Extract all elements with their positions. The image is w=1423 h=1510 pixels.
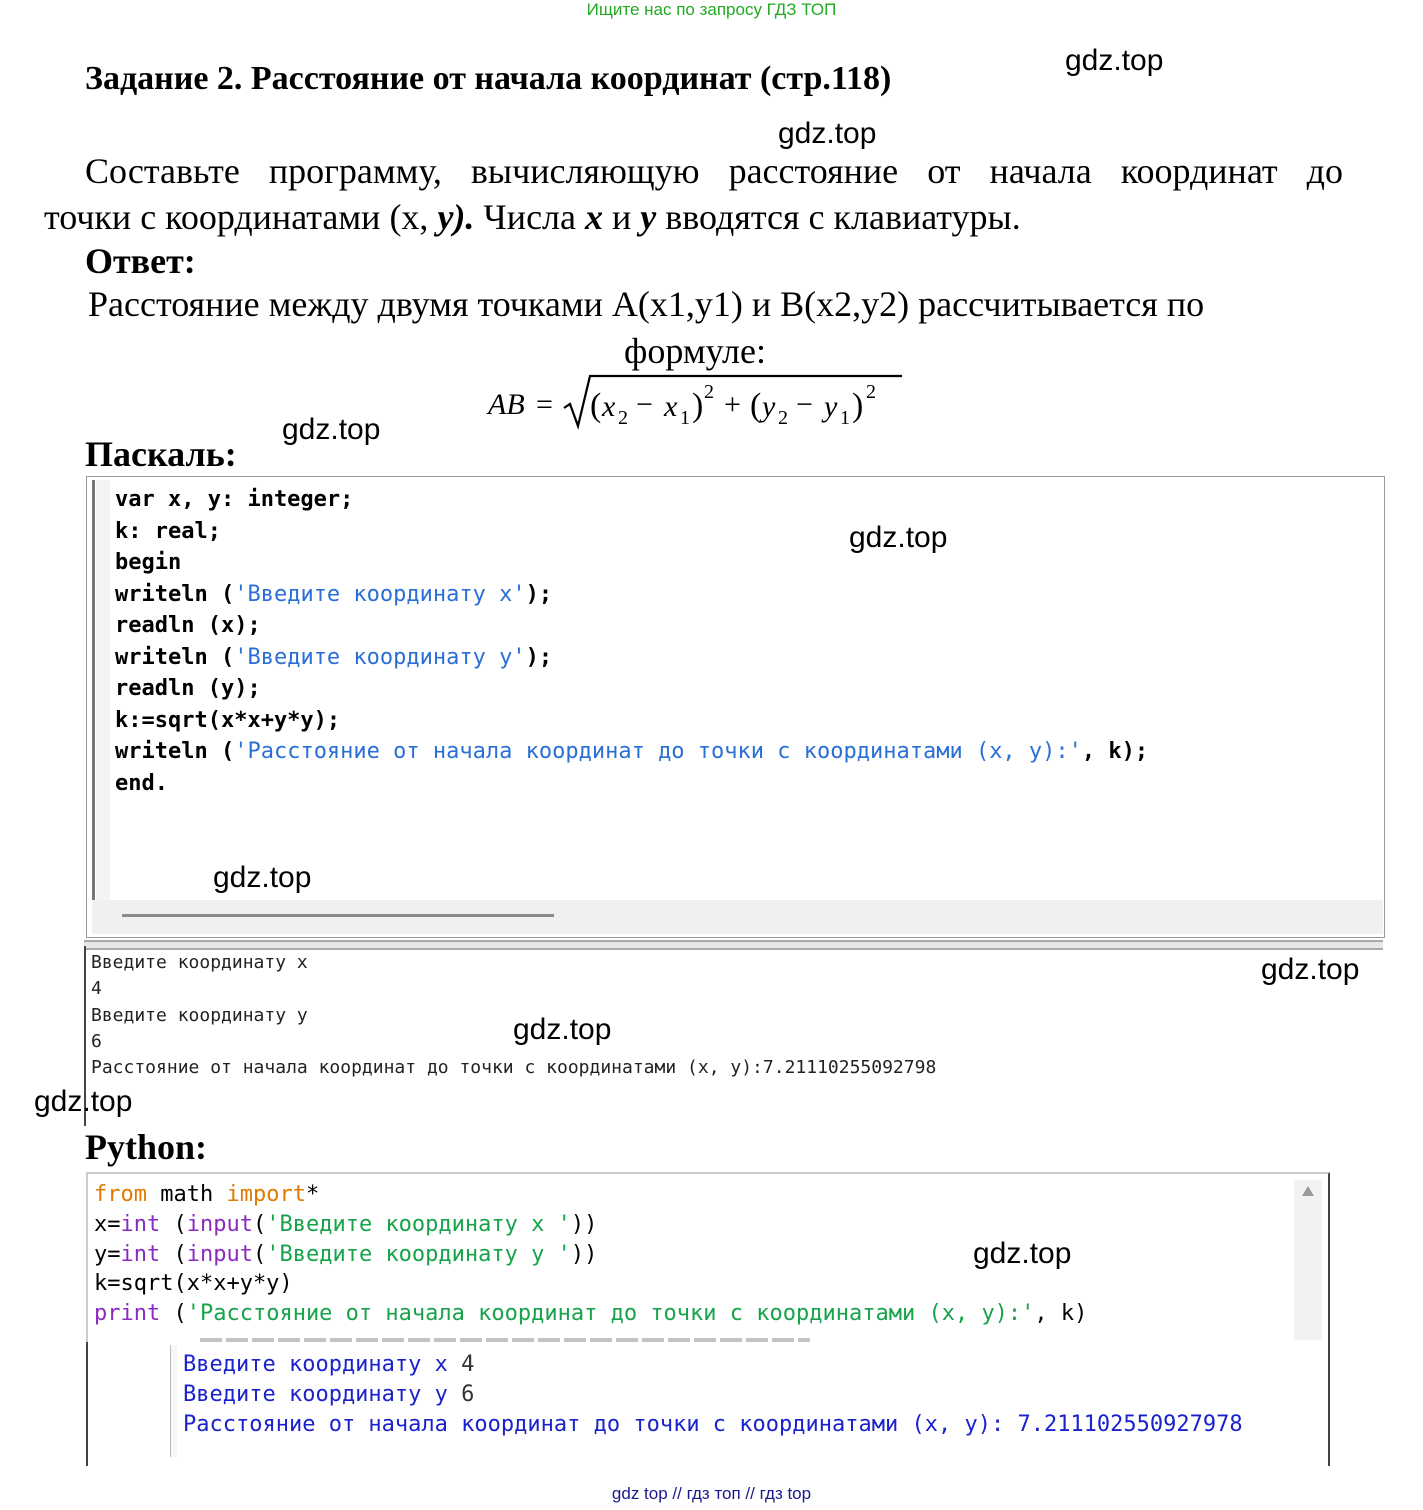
watermark: gdz.top: [973, 1237, 1072, 1270]
code-text: )): [570, 1211, 598, 1237]
pascal-horizontal-scrollbar[interactable]: [92, 900, 1383, 934]
output-text: Расстояние от начала координат до точки с координатами (x, y):: [183, 1412, 1018, 1437]
watermark: gdz.top: [1261, 953, 1360, 986]
svg-text:2: 2: [704, 381, 714, 403]
answer-text-line1: Расстояние между двумя точками A(x1,y1) и B(x2,y2) рассчитывается по: [88, 284, 1205, 324]
watermark: gdz.top: [213, 861, 312, 894]
output-line: Введите координату x: [91, 952, 308, 973]
watermark: gdz.top: [282, 413, 381, 446]
answer-text-line2: формуле:: [624, 331, 766, 371]
svg-text:x: x: [602, 390, 616, 423]
task-title: Задание 2. Расстояние от начала координат (стр.118): [85, 60, 892, 97]
svg-text:−: −: [796, 388, 813, 421]
task-text-line2: [44, 194, 1021, 240]
code-line: var x, y: integer;: [115, 487, 354, 512]
code-string: 'Введите координату y ': [266, 1241, 571, 1267]
text-var-x: x: [585, 197, 603, 237]
answer-label: Ответ:: [85, 241, 196, 281]
output-value: 7.211102550927978: [1017, 1412, 1243, 1437]
text-segment: и: [603, 197, 641, 237]
bottom-banner[interactable]: gdz top // гдз топ // гдз top: [611, 1484, 812, 1503]
code-string: 'Расстояние от начала координат до точки с координатами (x, y):': [234, 739, 1082, 764]
code-string: 'Введите координату x': [234, 581, 526, 607]
code-string: 'Расстояние от начала координат до точки с координатами (x, y):': [186, 1301, 1035, 1327]
svg-text:2: 2: [618, 407, 628, 429]
watermark: gdz.top: [513, 1013, 612, 1046]
text-segment: точки с координатами (x,: [44, 197, 438, 237]
svg-text:−: −: [636, 388, 653, 421]
code-keyword: from: [94, 1182, 147, 1207]
code-line: readln (x);: [115, 613, 261, 638]
code-builtin: input: [186, 1211, 253, 1237]
code-line: k:=sqrt(x*x+y*y);: [115, 707, 341, 733]
code-string: 'Введите координату x ': [266, 1211, 571, 1237]
code-builtin: int: [120, 1241, 161, 1267]
watermark: gdz.top: [849, 521, 948, 554]
code-builtin: int: [120, 1211, 161, 1237]
output-text: Введите координату y: [183, 1382, 462, 1407]
svg-text:): ): [692, 387, 704, 424]
svg-text:x: x: [664, 390, 678, 423]
svg-text:+: +: [724, 388, 741, 421]
svg-text:AB: AB: [488, 388, 525, 421]
code-text: x=: [94, 1211, 121, 1237]
code-line: readln (y);: [115, 676, 261, 701]
code-text: (: [160, 1211, 187, 1237]
task-text-line1: Составьте программу, вычисляющую расстояние от начала координат до: [85, 151, 1343, 191]
scroll-up-arrow-icon[interactable]: [1302, 1186, 1314, 1196]
code-text: (: [160, 1241, 187, 1267]
python-output: [183, 1350, 1243, 1440]
code-text: y=: [94, 1241, 121, 1267]
python-shell-gutter: [170, 1345, 177, 1457]
pascal-editor-gutter: [96, 480, 110, 900]
top-banner[interactable]: Ищите нас по запросу ГДЗ ТОП: [586, 0, 837, 19]
svg-text:2: 2: [778, 407, 788, 429]
pascal-scrollbar-thumb[interactable]: [122, 914, 554, 917]
code-text: (: [252, 1211, 267, 1237]
text-var-y: y).: [437, 197, 475, 237]
code-line: , k);: [1081, 739, 1149, 764]
svg-text:y: y: [824, 390, 838, 423]
code-line: writeln (: [115, 644, 235, 670]
pascal-label: Паскаль:: [85, 434, 237, 474]
code-keyword: import: [226, 1182, 306, 1207]
output-value: 6: [461, 1382, 475, 1407]
code-line: writeln (: [115, 581, 235, 607]
output-line: 4: [91, 978, 102, 1000]
code-line: writeln (: [115, 739, 235, 764]
code-builtin: input: [186, 1241, 253, 1267]
code-text: (: [160, 1301, 187, 1327]
watermark: gdz.top: [34, 1085, 133, 1118]
text-segment: Числа: [474, 197, 585, 237]
svg-text:1: 1: [840, 407, 850, 429]
python-vertical-scrollbar[interactable]: [1294, 1180, 1322, 1340]
python-code[interactable]: [94, 1180, 1087, 1329]
code-line: k: real;: [115, 518, 221, 544]
code-line: end.: [115, 770, 168, 796]
output-line: Расстояние от начала координат до точки с координатами (x, y):7.21110255092798: [91, 1057, 937, 1079]
code-text: )): [570, 1241, 598, 1267]
code-string: 'Введите координату y': [234, 644, 526, 670]
svg-text:=: =: [536, 388, 553, 421]
code-text: *: [305, 1182, 320, 1207]
code-text: , k): [1034, 1301, 1088, 1327]
watermark: gdz.top: [1065, 44, 1164, 77]
svg-text:(: (: [590, 387, 602, 424]
text-var-y: y: [640, 197, 657, 237]
watermark: gdz.top: [778, 117, 877, 150]
output-line: Введите координату y: [91, 1004, 308, 1026]
pascal-code[interactable]: [115, 484, 1148, 799]
output-line: 6: [91, 1030, 102, 1052]
svg-text:y: y: [762, 390, 776, 423]
svg-text:1: 1: [680, 407, 690, 429]
output-value: 4: [461, 1352, 475, 1377]
code-builtin: print: [94, 1301, 161, 1327]
output-text: Введите координату x: [183, 1352, 462, 1377]
svg-text:(: (: [750, 387, 762, 424]
code-line: begin: [115, 550, 182, 575]
python-label: Python:: [85, 1127, 208, 1167]
pascal-output-divider: [84, 940, 1383, 950]
code-text: math: [146, 1182, 227, 1207]
distance-formula: [486, 370, 906, 430]
code-line: );: [525, 581, 553, 607]
code-line: );: [525, 644, 553, 670]
code-text: (: [252, 1241, 267, 1267]
svg-text:): ): [852, 387, 864, 424]
svg-text:2: 2: [866, 381, 876, 403]
text-segment: вводятся с клавиатуры.: [656, 197, 1021, 237]
code-text: k=sqrt(x*x+y*y): [94, 1271, 293, 1297]
